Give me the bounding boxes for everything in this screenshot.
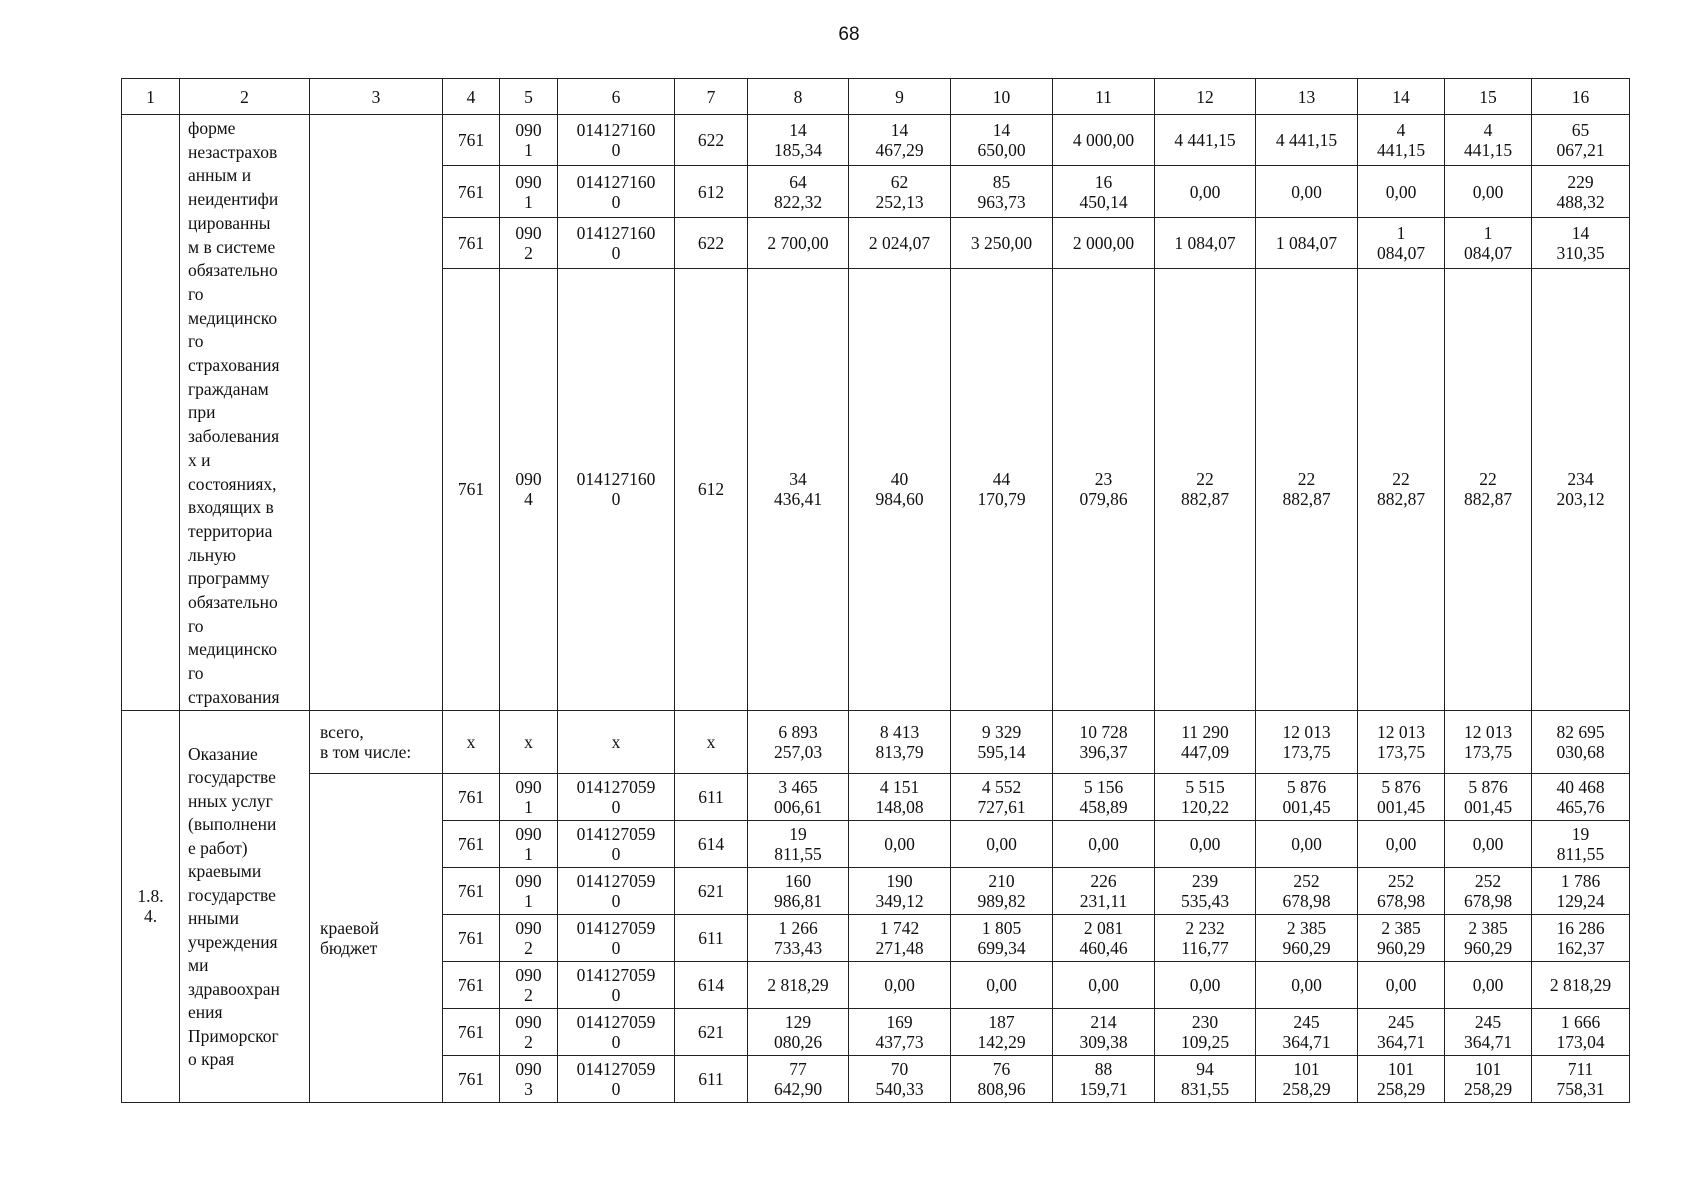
data-cell: 090 2: [500, 1008, 558, 1055]
data-cell: 4 441,15: [1256, 115, 1358, 166]
data-cell: 22 882,87: [1358, 269, 1445, 710]
data-cell: 014127059 0: [558, 914, 675, 961]
data-cell: 14 650,00: [951, 115, 1053, 166]
data-cell: 1 666 173,04: [1532, 1008, 1630, 1055]
data-cell: 0,00: [1053, 961, 1155, 1008]
data-cell: 245 364,71: [1256, 1008, 1358, 1055]
data-cell: 12 013 173,75: [1358, 710, 1445, 773]
data-cell: 2 818,29: [748, 961, 849, 1008]
data-cell: 190 349,12: [849, 867, 951, 914]
data-cell: 090 3: [500, 1055, 558, 1102]
data-cell: 1 084,07: [1155, 217, 1256, 268]
column-header: 16: [1532, 79, 1630, 115]
column-header: 11: [1053, 79, 1155, 115]
data-cell: 611: [675, 773, 748, 820]
data-cell: 0,00: [1256, 166, 1358, 217]
data-cell: 014127059 0: [558, 961, 675, 1008]
data-cell: 611: [675, 1055, 748, 1102]
data-cell: 761: [443, 820, 500, 867]
description-cell: форме незастрахов анным и неидентифи цированны м в системе обязательно го медицинско го страхования гражданам при заболевания х и состояниях, входящих в территориа льную программу обязательно го медицинско го страхования: [180, 115, 310, 711]
data-cell: 19 811,55: [1532, 820, 1630, 867]
data-cell: 0,00: [1358, 961, 1445, 1008]
column-header: 10: [951, 79, 1053, 115]
data-cell: 2 385 960,29: [1358, 914, 1445, 961]
data-cell: 4 441,15: [1445, 115, 1532, 166]
data-cell: 101 258,29: [1358, 1055, 1445, 1102]
data-cell: 014127059 0: [558, 867, 675, 914]
data-cell: 014127160 0: [558, 115, 675, 166]
data-cell: 9 329 595,14: [951, 710, 1053, 773]
data-cell: 612: [675, 269, 748, 710]
data-cell: 252 678,98: [1256, 867, 1358, 914]
data-cell: 0,00: [1053, 820, 1155, 867]
data-cell: 0,00: [951, 961, 1053, 1008]
data-cell: 22 882,87: [1155, 269, 1256, 710]
table-body: [122, 79, 1630, 1103]
data-cell: 230 109,25: [1155, 1008, 1256, 1055]
data-cell: 40 984,60: [849, 269, 951, 710]
data-cell: 761: [443, 773, 500, 820]
data-cell: 10 728 396,37: [1053, 710, 1155, 773]
data-cell: 88 159,71: [1053, 1055, 1155, 1102]
data-cell: 621: [675, 1008, 748, 1055]
data-cell: 761: [443, 115, 500, 166]
data-cell: 761: [443, 217, 500, 268]
data-cell: 8 413 813,79: [849, 710, 951, 773]
data-cell: 19 811,55: [748, 820, 849, 867]
data-cell: 1 786 129,24: [1532, 867, 1630, 914]
data-cell: 76 808,96: [951, 1055, 1053, 1102]
data-cell: 0,00: [1256, 820, 1358, 867]
data-cell: 4 151 148,08: [849, 773, 951, 820]
data-cell: 611: [675, 914, 748, 961]
data-cell: 23 079,86: [1053, 269, 1155, 710]
data-cell: 2 700,00: [748, 217, 849, 268]
data-cell: 5 515 120,22: [1155, 773, 1256, 820]
data-cell: 090 1: [500, 820, 558, 867]
data-cell: 614: [675, 820, 748, 867]
data-cell: 239 535,43: [1155, 867, 1256, 914]
data-cell: 2 232 116,77: [1155, 914, 1256, 961]
data-cell: 14 185,34: [748, 115, 849, 166]
data-cell: 1 266 733,43: [748, 914, 849, 961]
column-header: 12: [1155, 79, 1256, 115]
data-cell: 622: [675, 115, 748, 166]
data-cell: 0,00: [1155, 961, 1256, 1008]
column-header: 9: [849, 79, 951, 115]
section-number-cell: 1.8. 4.: [122, 710, 180, 1102]
data-cell: 761: [443, 867, 500, 914]
data-cell: 090 4: [500, 269, 558, 710]
data-cell: 014127059 0: [558, 1008, 675, 1055]
data-cell: 612: [675, 166, 748, 217]
data-cell: 3 250,00: [951, 217, 1053, 268]
data-cell: 1 742 271,48: [849, 914, 951, 961]
data-cell: 94 831,55: [1155, 1055, 1256, 1102]
data-cell: 4 552 727,61: [951, 773, 1053, 820]
data-cell: 16 450,14: [1053, 166, 1155, 217]
data-cell: 22 882,87: [1256, 269, 1358, 710]
data-cell: 014127160 0: [558, 166, 675, 217]
data-cell: 614: [675, 961, 748, 1008]
data-cell: 090 2: [500, 914, 558, 961]
table-row: [122, 115, 1630, 166]
data-cell: 0,00: [1445, 166, 1532, 217]
data-cell: 187 142,29: [951, 1008, 1053, 1055]
data-cell: 014127059 0: [558, 773, 675, 820]
data-cell: 014127059 0: [558, 820, 675, 867]
data-cell: 44 170,79: [951, 269, 1053, 710]
data-cell: 0,00: [849, 961, 951, 1008]
data-cell: 2 081 460,46: [1053, 914, 1155, 961]
data-cell: 226 231,11: [1053, 867, 1155, 914]
data-cell: 4 441,15: [1155, 115, 1256, 166]
page-number: 68: [838, 24, 860, 45]
data-cell: 11 290 447,09: [1155, 710, 1256, 773]
data-cell: x: [675, 710, 748, 773]
data-cell: 761: [443, 1055, 500, 1102]
data-cell: 12 013 173,75: [1445, 710, 1532, 773]
budget-table: [121, 78, 1630, 1103]
data-cell: 1 084,07: [1256, 217, 1358, 268]
data-cell: 40 468 465,76: [1532, 773, 1630, 820]
data-cell: 70 540,33: [849, 1055, 951, 1102]
data-cell: 2 385 960,29: [1445, 914, 1532, 961]
data-cell: 090 2: [500, 961, 558, 1008]
data-cell: 229 488,32: [1532, 166, 1630, 217]
data-cell: 16 286 162,37: [1532, 914, 1630, 961]
number-cell: [122, 115, 180, 711]
data-cell: 0,00: [951, 820, 1053, 867]
data-cell: 245 364,71: [1358, 1008, 1445, 1055]
data-cell: 101 258,29: [1445, 1055, 1532, 1102]
data-cell: 090 1: [500, 867, 558, 914]
data-cell: 622: [675, 217, 748, 268]
data-cell: 090 1: [500, 166, 558, 217]
data-cell: 0,00: [849, 820, 951, 867]
data-cell: 252 678,98: [1358, 867, 1445, 914]
data-cell: 014127059 0: [558, 1055, 675, 1102]
data-cell: 1 084,07: [1358, 217, 1445, 268]
data-cell: x: [558, 710, 675, 773]
data-cell: 0,00: [1445, 961, 1532, 1008]
data-cell: 64 822,32: [748, 166, 849, 217]
column-header: 14: [1358, 79, 1445, 115]
column-header: 3: [310, 79, 443, 115]
data-cell: 85 963,73: [951, 166, 1053, 217]
data-cell: 160 986,81: [748, 867, 849, 914]
table-row: [122, 710, 1630, 773]
source-cell: [310, 115, 443, 711]
data-cell: 65 067,21: [1532, 115, 1630, 166]
data-cell: 014127160 0: [558, 217, 675, 268]
data-cell: 2 000,00: [1053, 217, 1155, 268]
data-cell: 12 013 173,75: [1256, 710, 1358, 773]
data-cell: 3 465 006,61: [748, 773, 849, 820]
column-header: 13: [1256, 79, 1358, 115]
data-cell: 2 818,29: [1532, 961, 1630, 1008]
data-cell: x: [443, 710, 500, 773]
data-cell: 214 309,38: [1053, 1008, 1155, 1055]
column-header: 15: [1445, 79, 1532, 115]
data-cell: 5 876 001,45: [1445, 773, 1532, 820]
data-cell: 0,00: [1256, 961, 1358, 1008]
data-cell: 129 080,26: [748, 1008, 849, 1055]
data-cell: 252 678,98: [1445, 867, 1532, 914]
data-cell: 761: [443, 1008, 500, 1055]
data-cell: 1 084,07: [1445, 217, 1532, 268]
description-cell: Оказание государстве нных услуг (выполнени е работ) краевыми государстве нными учреждения ми здравоохран ения Приморског о края: [180, 710, 310, 1102]
data-cell: 761: [443, 166, 500, 217]
data-cell: 090 2: [500, 217, 558, 268]
data-cell: 62 252,13: [849, 166, 951, 217]
data-cell: 5 876 001,45: [1358, 773, 1445, 820]
data-cell: 6 893 257,03: [748, 710, 849, 773]
data-cell: 761: [443, 914, 500, 961]
column-header: 4: [443, 79, 500, 115]
column-header: 7: [675, 79, 748, 115]
column-header: 6: [558, 79, 675, 115]
table-row: [122, 773, 1630, 820]
data-cell: 0,00: [1358, 166, 1445, 217]
column-header: 2: [180, 79, 310, 115]
header-row: [122, 79, 1630, 115]
data-cell: 1 805 699,34: [951, 914, 1053, 961]
data-cell: 14 310,35: [1532, 217, 1630, 268]
data-cell: 5 156 458,89: [1053, 773, 1155, 820]
data-cell: 0,00: [1155, 166, 1256, 217]
data-cell: 14 467,29: [849, 115, 951, 166]
data-cell: 101 258,29: [1256, 1055, 1358, 1102]
data-cell: 761: [443, 269, 500, 710]
data-cell: 014127160 0: [558, 269, 675, 710]
data-cell: 22 882,87: [1445, 269, 1532, 710]
data-cell: 210 989,82: [951, 867, 1053, 914]
data-cell: 4 000,00: [1053, 115, 1155, 166]
data-cell: 2 385 960,29: [1256, 914, 1358, 961]
data-cell: 090 1: [500, 115, 558, 166]
data-cell: 2 024,07: [849, 217, 951, 268]
data-cell: 34 436,41: [748, 269, 849, 710]
data-cell: 621: [675, 867, 748, 914]
column-header: 1: [122, 79, 180, 115]
data-cell: 4 441,15: [1358, 115, 1445, 166]
data-cell: 82 695 030,68: [1532, 710, 1630, 773]
data-cell: 169 437,73: [849, 1008, 951, 1055]
data-cell: 245 364,71: [1445, 1008, 1532, 1055]
data-cell: 77 642,90: [748, 1055, 849, 1102]
data-cell: 711 758,31: [1532, 1055, 1630, 1102]
data-cell: 0,00: [1445, 820, 1532, 867]
data-cell: 761: [443, 961, 500, 1008]
data-cell: x: [500, 710, 558, 773]
total-label-cell: всего, в том числе:: [310, 710, 443, 773]
data-cell: 5 876 001,45: [1256, 773, 1358, 820]
column-header: 5: [500, 79, 558, 115]
data-cell: 0,00: [1358, 820, 1445, 867]
data-cell: 234 203,12: [1532, 269, 1630, 710]
data-cell: 0,00: [1155, 820, 1256, 867]
source-cell: краевой бюджет: [310, 773, 443, 1102]
data-cell: 090 1: [500, 773, 558, 820]
column-header: 8: [748, 79, 849, 115]
